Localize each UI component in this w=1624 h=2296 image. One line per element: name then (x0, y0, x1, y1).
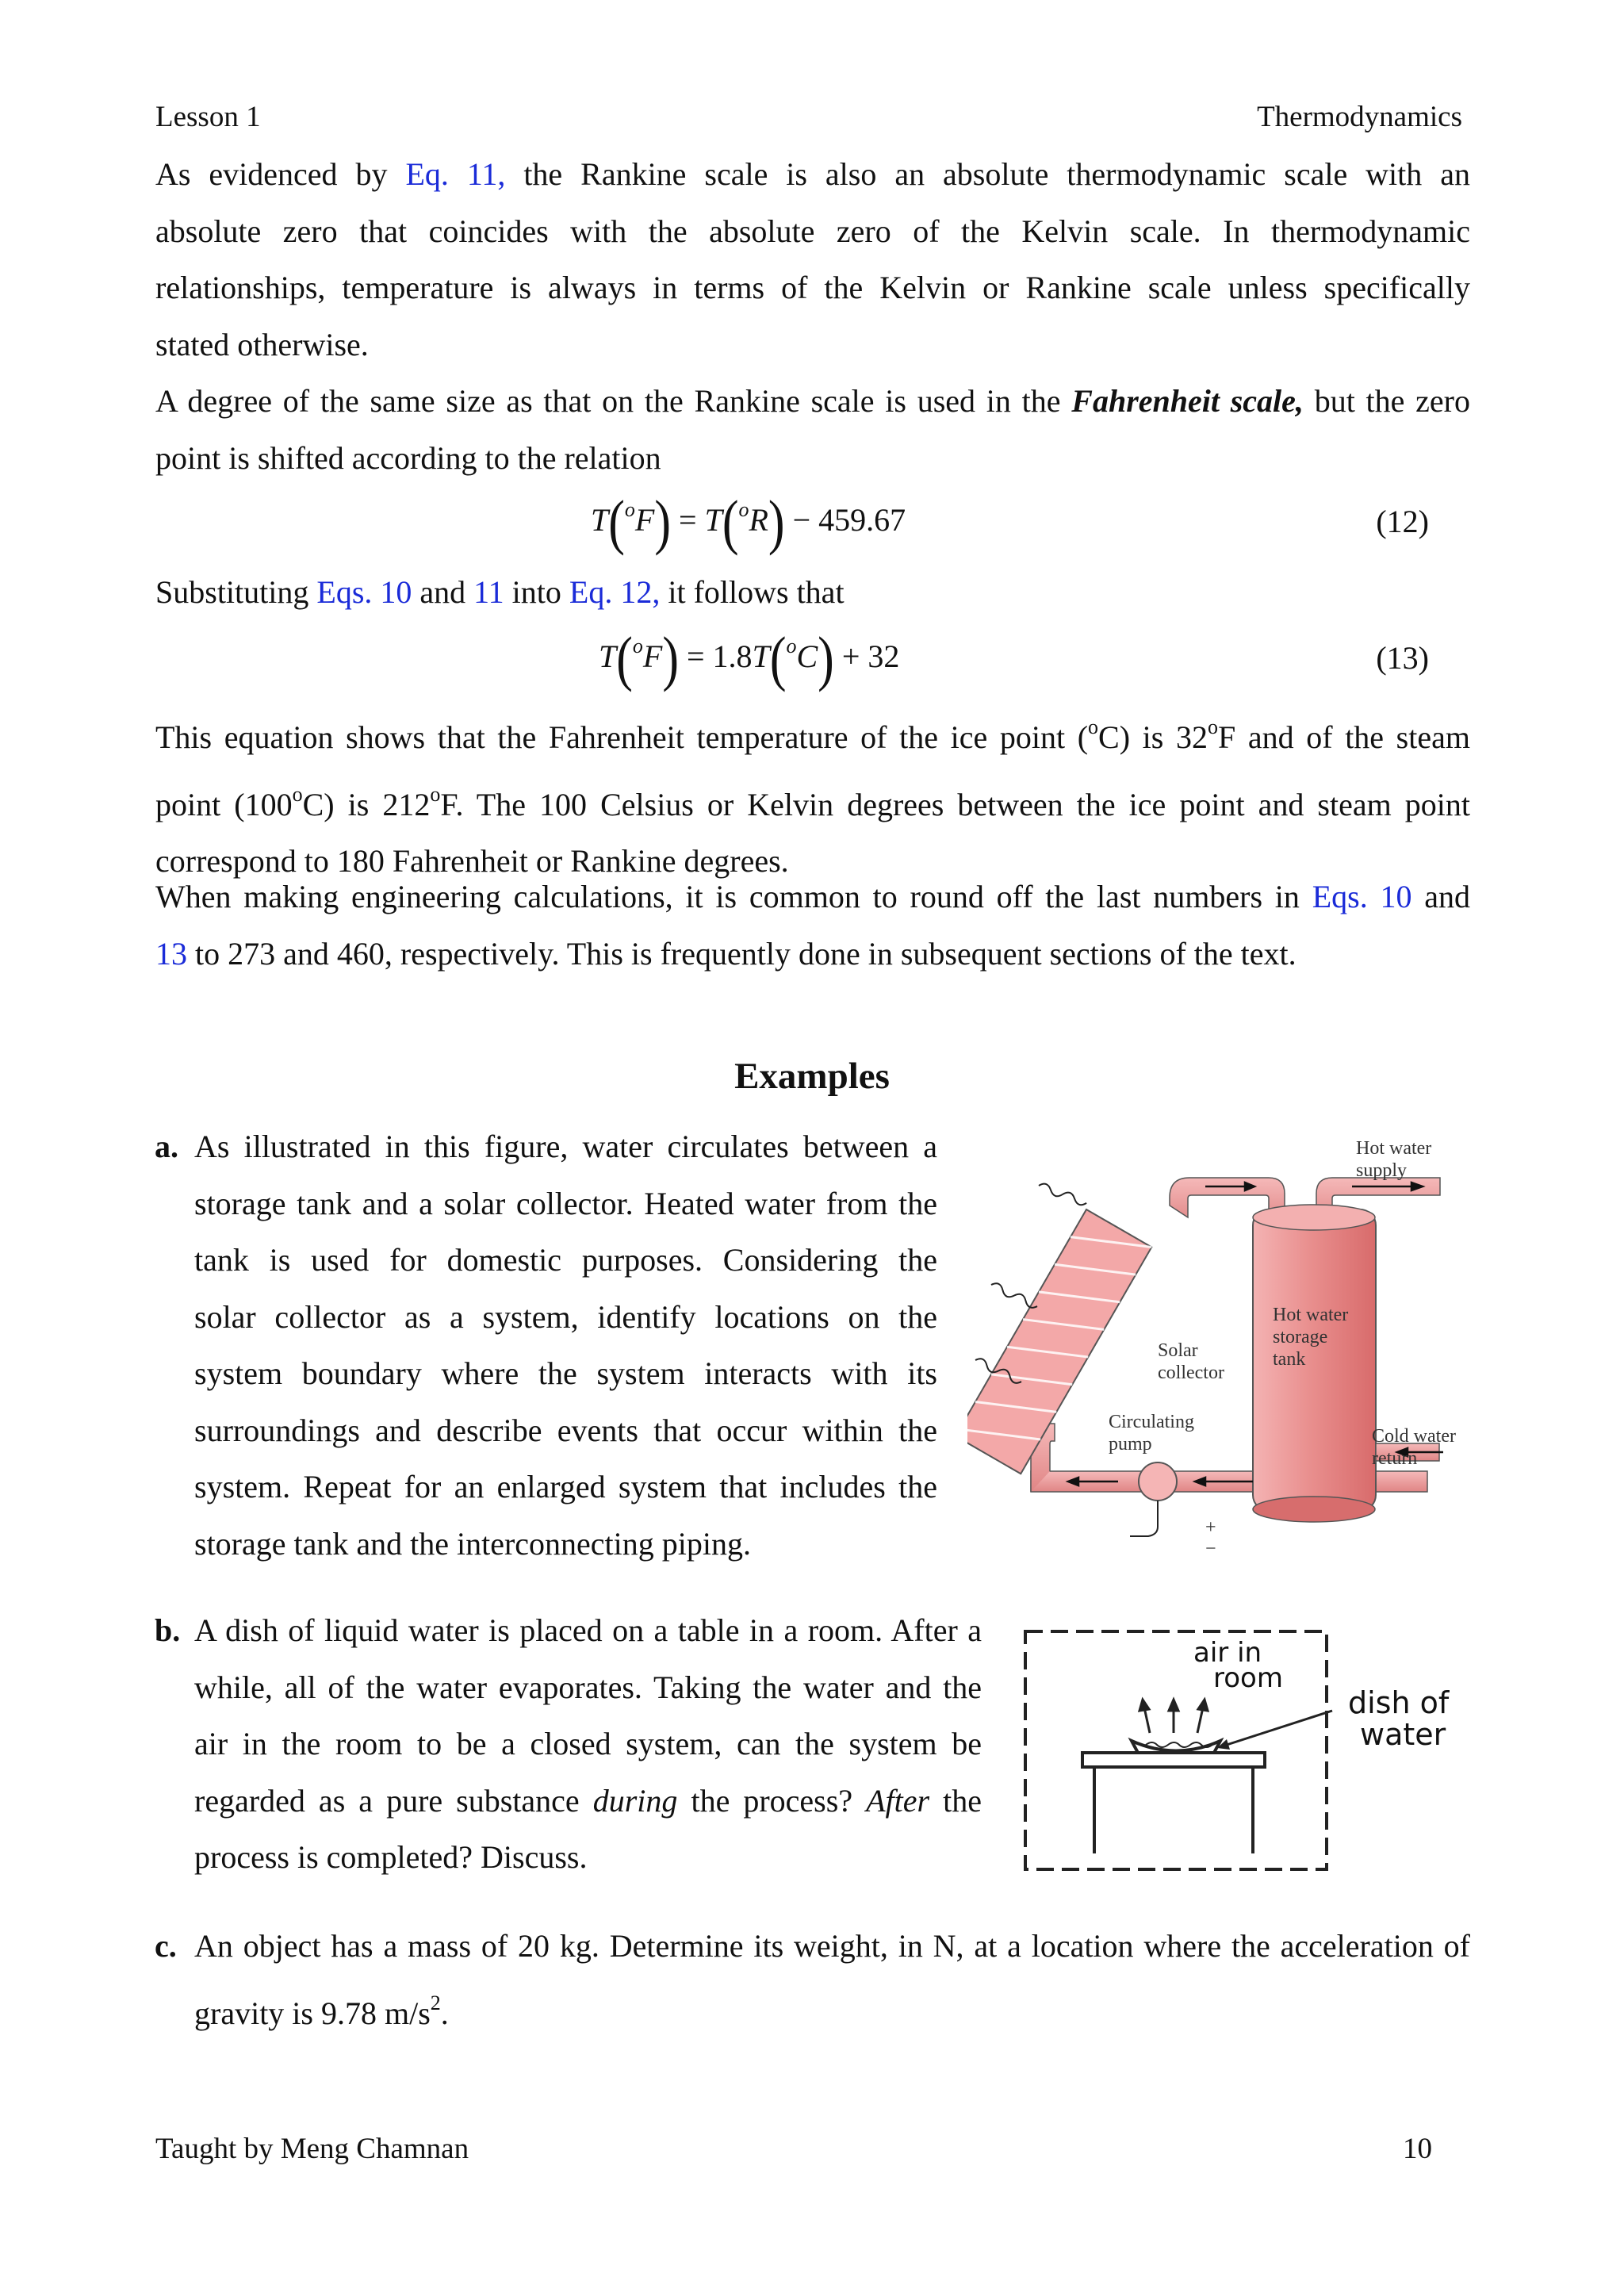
eq-const: − 459.67 (784, 502, 906, 538)
link-11[interactable]: 11 (473, 574, 504, 610)
pointer-line (1227, 1711, 1332, 1745)
paragraph-rankine (155, 146, 1470, 373)
paragraph-engineering (155, 868, 1470, 982)
header-left: Lesson 1 (155, 101, 261, 133)
label-storage-tank: storage (1273, 1327, 1328, 1347)
text: storage tank and a solar collector. Heated water from the (194, 1185, 937, 1221)
label-air-in-room: room (1213, 1662, 1283, 1694)
example-c (155, 1918, 1470, 2041)
eq-op: = (671, 502, 705, 538)
label-dish-of-water: water (1360, 1717, 1446, 1752)
text: A degree of the same size as that on the Rankine scale is used in the (155, 383, 1072, 419)
label-circulating-pump: pump (1109, 1434, 1152, 1455)
page-number: 10 (1403, 2133, 1432, 2165)
examples-heading: Examples (734, 1056, 890, 1097)
pump-cord (1130, 1501, 1158, 1536)
link-eq-12[interactable]: Eq. 12, (569, 574, 661, 610)
example-b (155, 1602, 982, 1886)
example-a-label: a. (155, 1129, 178, 1164)
equation-12: T($^o$F) = T($^o$R) − 459.67 (591, 489, 906, 557)
superscript: 2 (430, 1991, 441, 2014)
example-c-label: c. (155, 1928, 177, 1964)
label-cold-water-return: return (1372, 1448, 1418, 1469)
text: C) is 212 (302, 786, 431, 822)
eq-degree: o (632, 634, 643, 657)
equation-12-number: (12) (1376, 504, 1429, 539)
eq-var: R (749, 502, 768, 538)
text: An object has a mass of 20 kg. Determine its weight, in N, at a location where the acceleration of (194, 1928, 1470, 1964)
circulating-pump (1139, 1462, 1177, 1501)
text: but the zero (1303, 383, 1471, 419)
eq-const: + 32 (833, 638, 900, 674)
text: Substituting (155, 574, 317, 610)
eq-op: = 1.8 (679, 638, 753, 674)
text: point (100 (155, 786, 293, 822)
tank-top (1253, 1205, 1375, 1230)
solar-collector-figure (967, 1130, 1475, 1562)
eq-var: T (752, 638, 770, 674)
text: When making engineering calculations, it is common to round off the last numbers in (155, 879, 1312, 914)
equation-13: T($^o$F) = 1.8T($^o$C) + 32 (599, 625, 900, 693)
text: it follows that (660, 574, 845, 610)
equation-13-number: (13) (1376, 640, 1429, 676)
label-circulating-pump: Circulating (1109, 1412, 1194, 1432)
text: system boundary where the system interacts with its (194, 1355, 937, 1391)
text: tank is used for domestic purposes. Considering the (194, 1242, 937, 1278)
text: relationships, temperature is always in terms of the Kelvin or Rankine scale unless specifically (155, 270, 1470, 305)
text: air in the room to be a closed system, can the system be (194, 1726, 982, 1761)
table-top (1082, 1753, 1265, 1767)
link-eqs-10-b[interactable]: Eqs. 10 (1312, 879, 1412, 914)
text: As illustrated in this figure, water circulates between a (194, 1129, 937, 1164)
text: A dish of liquid water is placed on a table in a room. After a (194, 1612, 982, 1648)
text: stated otherwise. (155, 326, 369, 362)
text: storage tank and the interconnecting piping. (194, 1525, 752, 1562)
label-plus: + (1205, 1517, 1216, 1538)
text: F and of the steam (1217, 719, 1470, 755)
text: process is completed? Discuss. (194, 1839, 588, 1875)
text: surroundings and describe events that occur within the (194, 1412, 937, 1448)
text: absolute zero that coincides with the absolute zero of the Kelvin scale. In thermodynamic (155, 213, 1470, 249)
header-right: Thermodynamics (1257, 101, 1462, 133)
text: gravity is 9.78 m/s (194, 1995, 431, 2031)
text: F. The 100 Celsius or Kelvin degrees between the ice point and steam point (440, 786, 1470, 822)
vapor-arrows (1139, 1700, 1208, 1733)
tank-bottom (1253, 1497, 1375, 1522)
text: and (1411, 879, 1470, 914)
water-surface (1146, 1742, 1212, 1747)
text: point is shifted according to the relation (155, 439, 661, 476)
eq-var: T (591, 502, 609, 538)
example-b-label: b. (155, 1612, 181, 1648)
eq-var: T (704, 502, 722, 538)
example-a (155, 1118, 937, 1572)
link-eqs-10[interactable]: Eqs. 10 (316, 574, 412, 610)
label-minus: − (1205, 1539, 1216, 1559)
text: the (929, 1782, 982, 1819)
text: to 273 and 460, respectively. This is frequently done in subsequent sections of the text. (187, 935, 1297, 972)
text: and (412, 574, 474, 610)
eq-degree: o (738, 498, 749, 521)
link-13[interactable]: 13 (155, 935, 187, 972)
emphasis-after: After (866, 1782, 930, 1819)
text: C) is 32 (1098, 719, 1208, 755)
text: system. Repeat for an enlarged system that includes the (194, 1469, 937, 1504)
text: the Rankine scale is also an absolute thermodynamic scale with an (505, 156, 1470, 192)
paragraph-ice-steam (155, 699, 1470, 890)
emphasis-fahrenheit-scale: Fahrenheit scale, (1071, 383, 1304, 419)
label-solar-collector: collector (1158, 1363, 1224, 1383)
eq-var: F (642, 638, 663, 674)
link-eq-11[interactable]: Eq. 11, (405, 156, 506, 192)
text: solar collector as a system, identify locations on the (194, 1298, 937, 1335)
superscript: o (1088, 715, 1099, 738)
text: regarded as a pure substance (194, 1782, 593, 1819)
label-storage-tank: Hot water (1273, 1305, 1349, 1325)
text: . (440, 1995, 449, 2031)
label-dish-of-water: dish of (1348, 1685, 1450, 1720)
text: As evidenced by (155, 156, 406, 192)
label-air-in-room: air in (1193, 1637, 1262, 1669)
text: correspond to 180 Fahrenheit or Rankine degrees. (155, 843, 789, 879)
eq-var: T (599, 638, 617, 674)
text: while, all of the water evaporates. Taking the water and the (194, 1669, 982, 1705)
storage-tank (1253, 1209, 1376, 1511)
paragraph-substituting (155, 564, 1470, 621)
text: into (504, 574, 569, 610)
label-storage-tank: tank (1273, 1349, 1306, 1370)
eq-degree: o (624, 498, 635, 521)
text: This equation shows that the Fahrenheit temperature of the ice point ( (155, 719, 1089, 755)
label-cold-water-return: Cold water (1372, 1426, 1456, 1447)
eq-degree: o (786, 634, 797, 657)
paragraph-fahrenheit (155, 373, 1470, 486)
superscript: o (292, 782, 303, 806)
label-hot-water-supply: Hot water (1356, 1138, 1432, 1159)
superscript: o (430, 782, 441, 806)
label-solar-collector: Solar (1158, 1340, 1198, 1361)
dish-room-figure (1019, 1622, 1479, 1880)
eq-var: F (634, 502, 655, 538)
superscript: o (1207, 715, 1218, 738)
emphasis-during: during (592, 1782, 678, 1819)
eq-var: C (796, 638, 818, 674)
label-hot-water-supply: supply (1356, 1160, 1408, 1181)
text: the process? (677, 1782, 867, 1819)
footer-author: Taught by Meng Chamnan (155, 2133, 469, 2165)
